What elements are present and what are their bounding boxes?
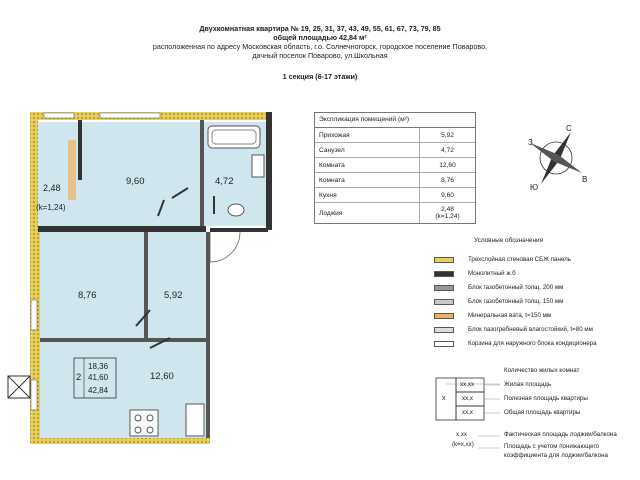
toilet (228, 204, 244, 216)
room-living (40, 342, 206, 438)
legend-item: Блок газобетонный толщ. 150 мм (434, 298, 563, 305)
legend-item: Корзина для наружного блока кондиционера (434, 340, 597, 347)
key-x: х (442, 395, 446, 402)
table-row: Прихожая 5,92 (315, 128, 475, 143)
compass-north: С (566, 124, 572, 133)
table-row: Комната 12,60 (315, 158, 475, 173)
outer-panel-wall (30, 438, 210, 444)
key-stamp-box (436, 378, 456, 420)
bathtub (208, 126, 260, 148)
explication-table (314, 112, 476, 224)
key-desc-useful: Полезная площадь квартиры (504, 395, 588, 402)
stamp-rooms-count: 2 (76, 372, 82, 383)
address-line-1: расположенная по адресу Московская область, г.о. Солнечногорск, городское поселение Поварово, (152, 42, 488, 51)
key-desc-living: Жилая площадь (504, 381, 552, 388)
key-cell-1: хх,хх (460, 381, 475, 388)
room-area-kitchen: 9,60 (126, 176, 145, 187)
room-area-loggia: 2,48 (43, 183, 61, 193)
table-row: Санузел 4,72 (315, 143, 475, 158)
document-title: Двухкомнатная квартира № 19, 25, 31, 37, 43, 49, 55, 61, 67, 73, 79, 85 (199, 24, 441, 33)
legend-item: Блок пазогребневый влагостойкий, t=80 мм (434, 326, 593, 333)
compass-west: З (528, 138, 533, 147)
compass-rose-icon (528, 130, 584, 186)
room-area-living: 12,60 (150, 371, 174, 382)
address-line-2: дачный поселок Поварово, ул.Школьная (252, 51, 388, 60)
room-area-bathroom: 4,72 (215, 176, 234, 187)
room-area-loggia-k: (k=1,24) (36, 203, 66, 212)
key-desc-loggia-actual: Фактическая площадь лоджии/балкона (504, 431, 617, 438)
legend-item: Минеральная вата, t=150 мм (434, 312, 551, 319)
key-desc-loggia-k1: Площадь с учетом понижающего (504, 443, 600, 450)
key-loggia-k: (k=х,хх) (452, 441, 474, 448)
key-loggia-value: х,хх (456, 431, 468, 438)
key-desc-loggia-k2: коэффициента для лоджии/балкона (504, 452, 608, 459)
room-area-bedroom: 8,76 (78, 290, 97, 301)
total-area: общей площадью 42,84 м² (273, 33, 367, 42)
explication-title: Экспликация помещений (м²) (315, 113, 475, 128)
legend-item: Трехслойная стеновая СБЖ панель (434, 256, 571, 263)
monolith-wall (266, 112, 272, 230)
key-desc-total: Общая площадь квартиры (504, 409, 581, 416)
legend-title: Условные обозначения (474, 237, 544, 244)
stamp-useful: 41,60 (88, 373, 109, 382)
key-cell-2: хх,х (462, 395, 474, 402)
table-row: Кухня 9,60 (315, 188, 475, 203)
stamp-living: 18,36 (88, 362, 109, 371)
legend-item: Монолитный ж.б (434, 270, 516, 277)
room-kitchen (80, 122, 200, 226)
section-label: 1 секция (6-17 этажи) (282, 72, 358, 81)
table-row: Комната 8,76 (315, 173, 475, 188)
outer-panel-wall (30, 112, 38, 232)
stamp-total: 42,84 (88, 386, 109, 395)
table-row: Лоджия 2,48 (k=1,24) (315, 203, 475, 223)
room-hallway (148, 232, 206, 338)
legend-item: Блок газобетонный толщ. 200 мм (434, 284, 563, 291)
compass-south: Ю (530, 183, 539, 192)
room-area-hallway: 5,92 (164, 290, 183, 301)
compass-east: В (582, 175, 588, 184)
key-desc-count: Количество жилых комнат (504, 367, 580, 374)
stove (130, 410, 158, 436)
key-cell-3: хх,х (462, 409, 474, 416)
room-bedroom (40, 232, 144, 338)
